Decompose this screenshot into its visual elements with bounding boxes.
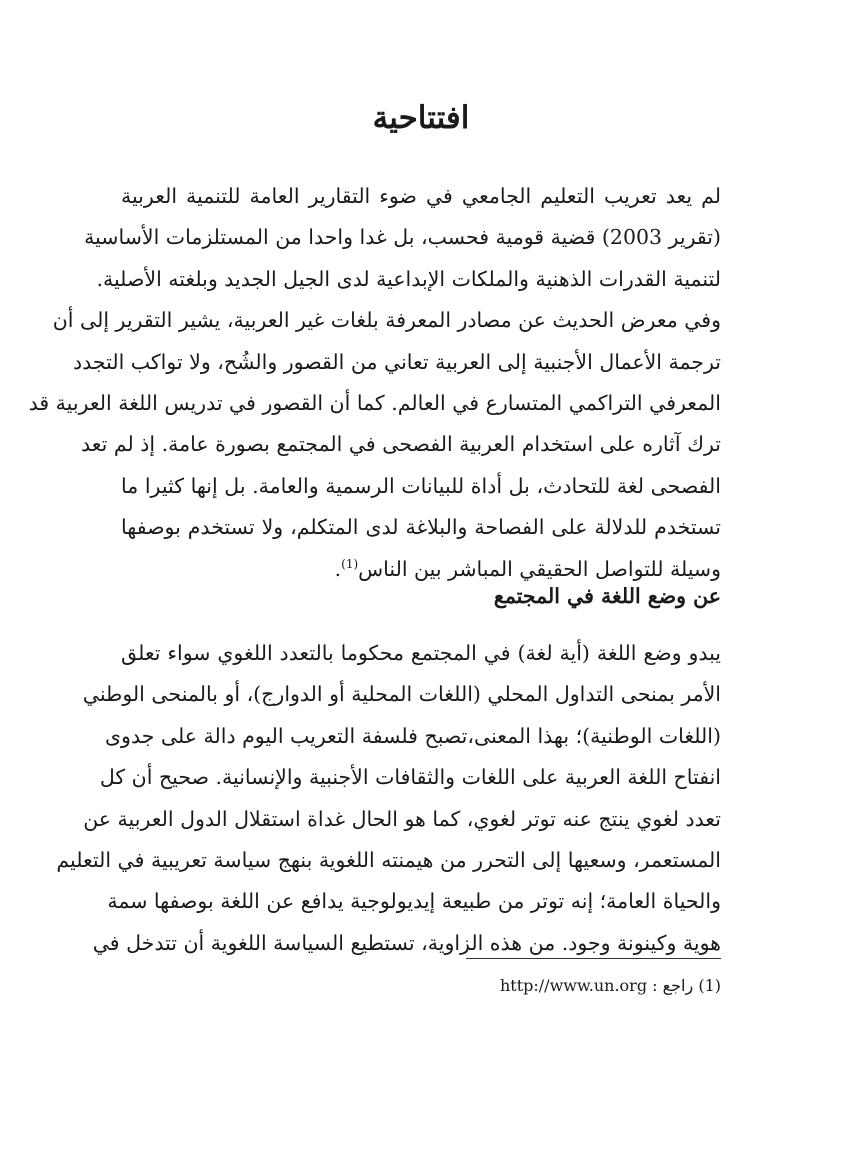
- section-heading: عن وضع اللغة في المجتمع: [493, 584, 721, 608]
- paragraph-line: هوية وكينونة وجود. من هذه الزاوية، تستطيع السياسة اللغوية أن تتدخل في: [92, 930, 721, 955]
- paragraph-line-text: وسيلة للتواصل الحقيقي المباشر بين الناس: [358, 556, 721, 581]
- section-paragraph: [56, 633, 722, 964]
- paragraph-line: وفي معرض الحديث عن مصادر المعرفة بلغات غير العربية، يشير التقرير إلى أن: [52, 308, 721, 333]
- page-title: افتتاحية: [372, 100, 470, 136]
- paragraph-line: المستعمر، وسعيها إلى التحرر من هيمنته اللغوية بنهج سياسة تعريبية في التعليم: [56, 848, 721, 873]
- paragraph-line: لم يعد تعريب التعليم الجامعي في ضوء التقارير العامة للتنمية العربية: [121, 184, 721, 208]
- footnote-number: (1): [698, 976, 721, 995]
- sentence-end-punct: .: [334, 556, 342, 581]
- footnote-label: راجع :: [652, 976, 694, 995]
- footnote-reference[interactable]: (1): [341, 556, 359, 571]
- paragraph-line: انفتاح اللغة العربية على اللغات والثقافات الأجنبية والإنسانية. صحيح أن كل: [99, 765, 721, 790]
- paragraph-line: والحياة العامة؛ إنه توتر من طبيعة إيديولوجية يدافع عن اللغة بوصفها سمة: [107, 889, 721, 914]
- paragraph-line: المعرفي التراكمي المتسارع في العالم. كما أن القصور في تدريس اللغة العربية قد: [28, 391, 721, 416]
- paragraph-line: (اللغات الوطنية)؛ بهذا المعنى،تصبح فلسفة التعريب اليوم دالة على جدوى: [105, 723, 721, 748]
- paragraph-line: يبدو وضع اللغة (أية لغة) في المجتمع محكوما بالتعدد اللغوي سواء تعلق: [121, 641, 722, 665]
- footnote-link[interactable]: http://www.un.org: [499, 976, 648, 995]
- footnote-divider: [466, 958, 721, 959]
- paragraph-line: تستخدم للدلالة على الفصاحة والبلاغة لدى المتكلم، ولا تستخدم بوصفها: [121, 515, 721, 540]
- paragraph-line: الأمر بمنحى التداول المحلي (اللغات المحلية أو الدوارج)، أو بالمنحى الوطني: [82, 682, 721, 707]
- paragraph-line: ترجمة الأعمال الأجنبية إلى العربية تعاني من القصور والشُح، ولا تواكب التجدد: [73, 349, 721, 374]
- paragraph-line: لتنمية القدرات الذهنية والملكات الإبداعية لدى الجيل الجديد وبلغته الأصلية.: [96, 266, 721, 291]
- paragraph-line: تعدد لغوي ينتج عنه توتر لغوي، كما هو الحال غداة استقلال الدول العربية عن: [83, 806, 721, 831]
- paragraph-line: (تقرير 2003) قضية قومية فحسب، بل غدا واحدا من المستلزمات الأساسية: [84, 225, 721, 250]
- paragraph-line: ترك آثاره على استخدام العربية الفصحى في المجتمع بصورة عامة. إذ لم تعد: [81, 432, 721, 457]
- paragraph-line: الفصحى لغة للتحادث، بل أداة للبيانات الرسمية والعامة. بل إنها كثيرا ما: [121, 473, 721, 498]
- footnote: [500, 976, 721, 997]
- intro-paragraph: [28, 176, 721, 590]
